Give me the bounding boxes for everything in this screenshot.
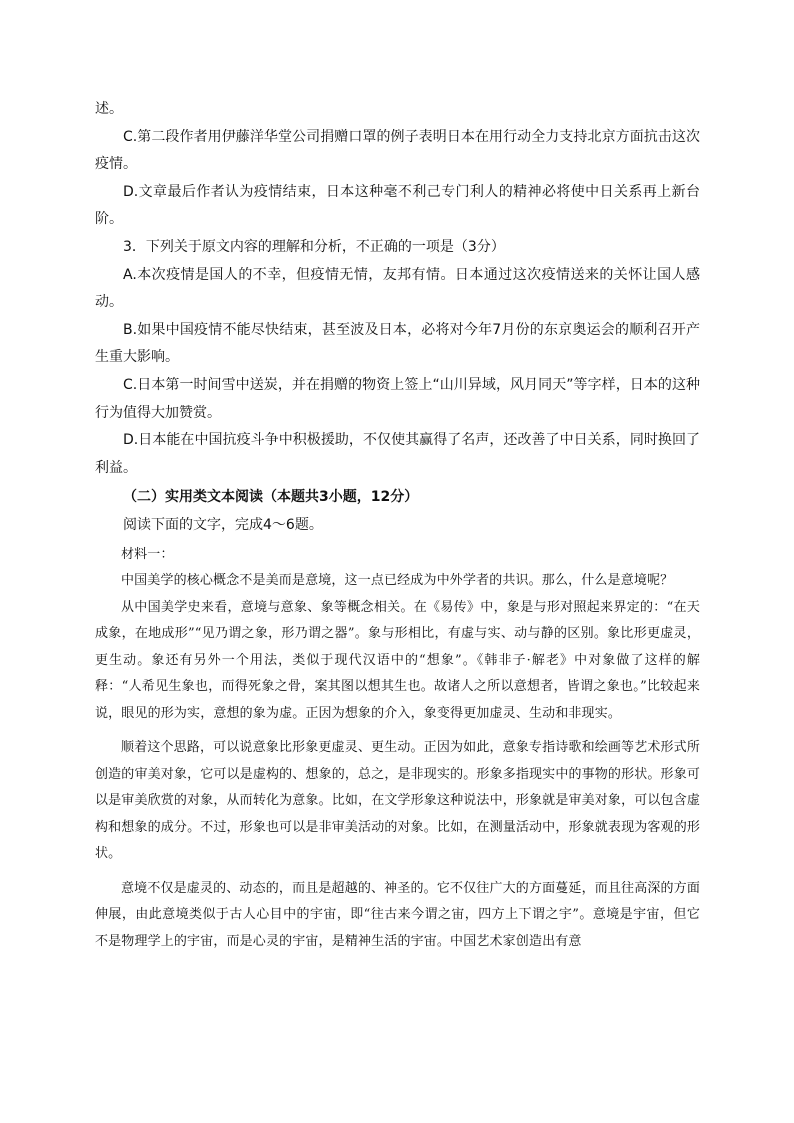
material-paragraph-3: 顺着这个思路，可以说意象比形象更虚灵、更生动。正因为如此，意象专指诗歌和绘画等艺术形式所创造的审美对象，它可以是虚构的、想象的，总之，是非现实的。形象多指现实中的事物的形状。形象可以是审美欣赏的对象，从而转化为意象。比如，在文学形象这种说法中，形象就是审美对象，可以包含虚构和想象的成分。不过，形象也可以是非审美活动的对象。比如，在测量活动中，形象就表现为客观的形状。 (95, 740, 700, 861)
continued-text: 述。 (95, 101, 123, 117)
section-heading: （二）实用类文本阅读（本题共3小题，12分） (123, 489, 419, 506)
paragraph-gap (95, 727, 700, 735)
material-paragraph-1: 中国美学的核心概念不是美而是意境，这一点已经成为中外学者的共识。那么，什么是意境呢？ (121, 573, 674, 588)
material-label: 材料一： (121, 546, 174, 562)
option-3b: B.如果中国疫情不能尽快结束，甚至波及日本，必将对今年7月份的东京奥运会的顺利召开产生重大影响。 (95, 321, 700, 366)
material-one (95, 542, 700, 956)
page-content (95, 96, 700, 955)
option-3c: C.日本第一时间雪中送炭，并在捐赠的物资上签上“山川异域，风月同天”等字样，日本的这种行为值得大加赞赏。 (95, 376, 700, 421)
paragraph-gap (95, 868, 700, 876)
reading-instruction: 阅读下面的文字，完成4～6题。 (123, 516, 323, 533)
question-3: 3．下列关于原文内容的理解和分析，不正确的一项是（3分） (123, 238, 505, 255)
option-3d: D.日本能在中国抗疫斗争中积极援助，不仅使其赢得了名声，还改善了中日关系，同时换回了利益。 (95, 432, 700, 476)
option-2d: D.文章最后作者认为疫情结束，日本这种毫不利己专门利人的精神必将使中日关系再上新台阶。 (95, 183, 700, 228)
material-paragraph-2: 从中国美学史来看，意境与意象、象等概念相关。在《易传》中，象是与形对照起来界定的：“在天成象，在地成形”“见乃谓之象，形乃谓之器”。象与形相比，有虚与实、动与静的区别。象比形更虚灵，更生动。象还有另外一个用法，类似于现代汉语中的“想象”。《韩非子·解老》中对象做了这样的解释：“人希见生象也，而得死象之骨，案其图以想其生也。故诸人之所以意想者，皆谓之象也。”比较起来说，眼见的形为实，意想的象为虚。正因为想象的介入，象变得更加虚灵、生动和非现实。 (95, 599, 700, 721)
option-2c: C.第二段作者用伊藤洋华堂公司捐赠口罩的例子表明日本在用行动全力支持北京方面抗击这次疫情。 (95, 128, 700, 173)
material-paragraph-4: 意境不仅是虚灵的、动态的，而且是超越的、神圣的。它不仅往广大的方面蔓延，而且往高深的方面伸展，由此意境类似于古人心目中的宇宙，即“往古来今谓之宙，四方上下谓之宇”。意境是宇宙，但它不是物理学上的宇宙，而是心灵的宇宙，是精神生活的宇宙。中国艺术家创造出有意 (95, 880, 700, 949)
option-3a: A.本次疫情是国人的不幸，但疫情无情，友邦有情。日本通过这次疫情送来的关怀让国人感动。 (95, 266, 700, 311)
